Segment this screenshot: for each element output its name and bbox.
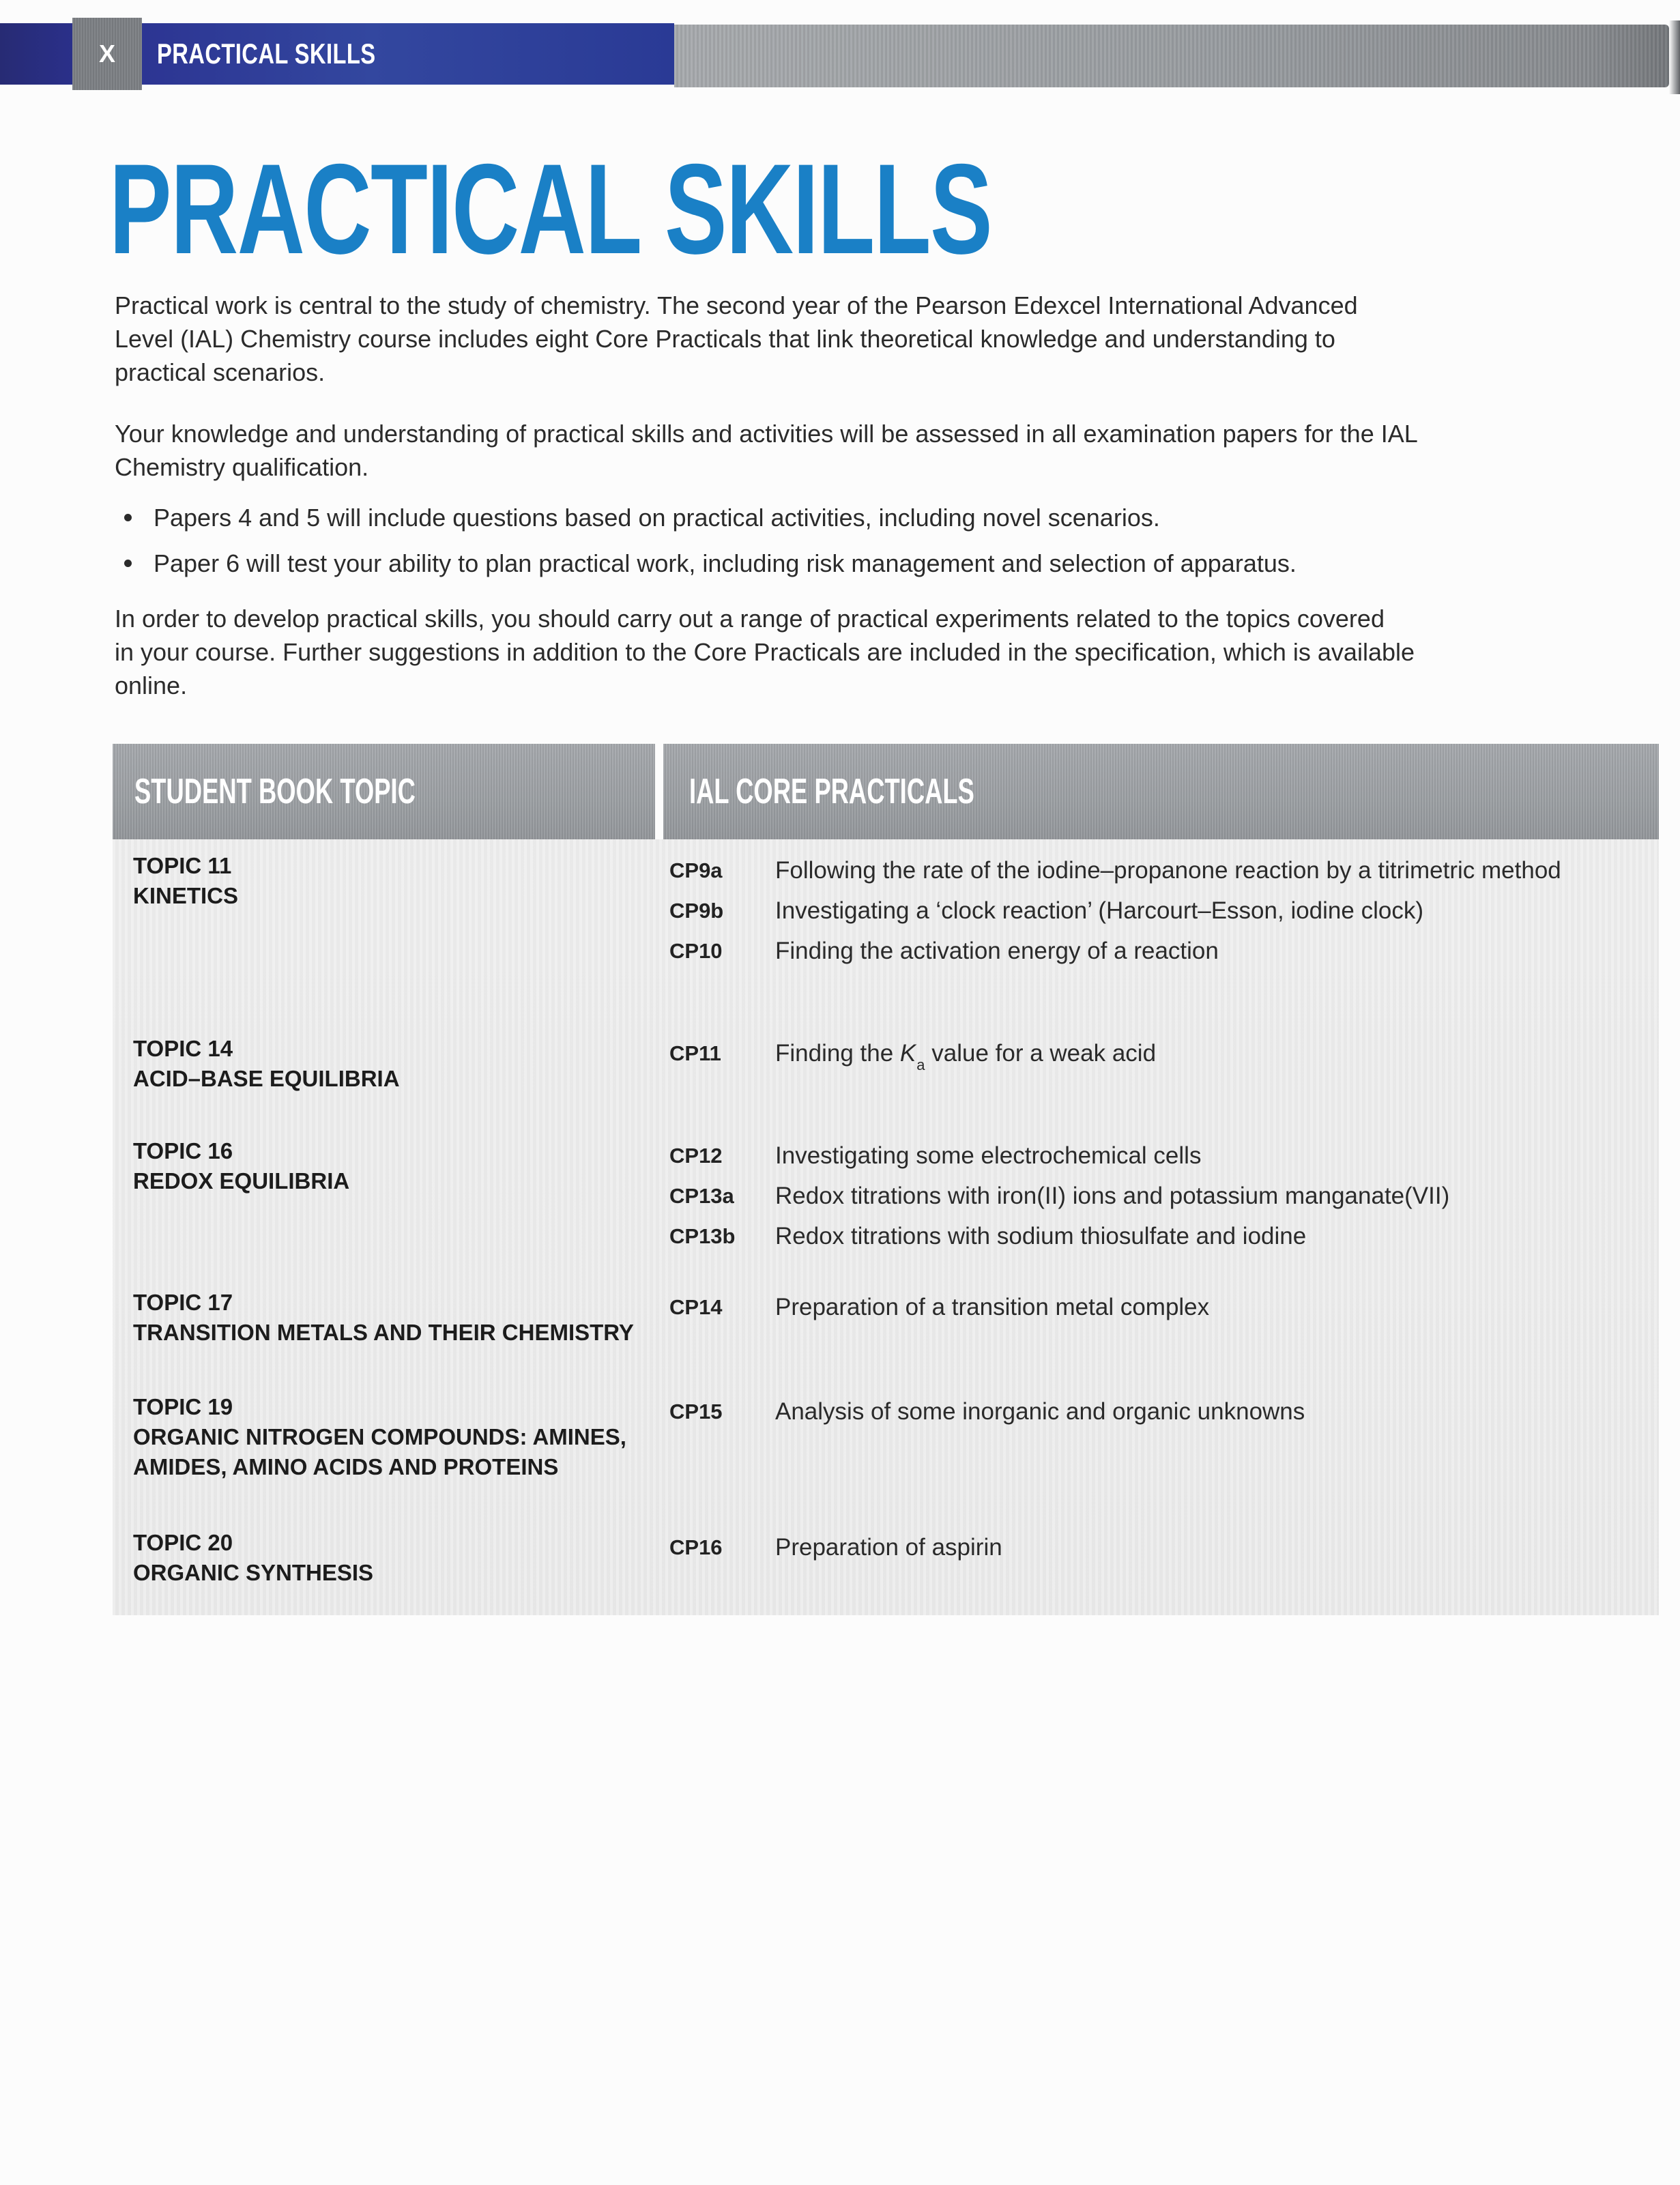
bullet-item: Paper 6 will test your ability to plan practical work, including risk management and selection of apparatus. (115, 547, 1680, 580)
practical-item (669, 854, 1659, 886)
topic-cell: TOPIC 14 ACID–BASE EQUILIBRIA (133, 1036, 400, 1091)
column-header-student-book-topic: STUDENT BOOK TOPIC (113, 744, 655, 839)
intro-paragraph: Practical work is central to the study of chemistry. The second year of the Pearson Edexcel International Advanced Level (IAL) Chemistry course includes eight Core Practicals that link theoretical knowledge and understanding to practical scenarios. (115, 291, 1358, 386)
practical-item (669, 1395, 1659, 1428)
page-number: X (98, 40, 115, 68)
practical-desc: Analysis of some inorganic and organic unknowns (775, 1398, 1305, 1425)
practicals-cell (655, 851, 1659, 975)
table-row (113, 1034, 1659, 1094)
bullet-item: Papers 4 and 5 will include questions based on practical activities, including novel scenarios. (115, 501, 1680, 534)
topic-cell: TOPIC 11 KINETICS (133, 853, 239, 908)
practical-desc: Finding the $K_a$ value for a weak acid (775, 1040, 1157, 1073)
practical-code: CP9b (669, 899, 724, 923)
practicals-cell (655, 1034, 1659, 1094)
table-body (113, 839, 1659, 1615)
topic-cell: TOPIC 17 TRANSITION METALS AND THEIR CHEMISTRY (133, 1290, 634, 1345)
table-row (113, 1392, 1659, 1482)
header-gray-band (674, 25, 1669, 87)
core-practicals-table (113, 744, 1659, 1615)
page-number-box (72, 18, 142, 90)
practical-desc: Preparation of a transition metal complex (775, 1294, 1210, 1320)
scan-edge-shadow (1669, 20, 1680, 94)
practical-item (669, 1291, 1659, 1323)
practical-item (669, 935, 1659, 967)
closing-paragraph: In order to develop practical skills, you should carry out a range of practical experiments related to the topics covered in your course. Further suggestions in addition to the Core Practicals are included in the specification, which is available online. (115, 605, 1415, 699)
practicals-cell (655, 1392, 1659, 1482)
practical-item (669, 1037, 1659, 1072)
column-header-ial-core-practicals: IAL CORE PRACTICALS (663, 744, 1659, 839)
practical-desc: Redox titrations with sodium thiosulfate and iodine (775, 1223, 1307, 1249)
practical-code: CP14 (669, 1295, 723, 1319)
intro-paragraph: Your knowledge and understanding of practical skills and activities will be assessed in all examination papers for the IAL Chemistry qualification. (115, 420, 1418, 481)
practical-item (669, 895, 1659, 927)
practical-desc: Preparation of aspirin (775, 1534, 1002, 1561)
practicals-cell (655, 1288, 1659, 1348)
page-title: PRACTICAL SKILLS (109, 137, 992, 280)
practical-desc: Investigating some electrochemical cells (775, 1142, 1202, 1169)
practical-item (669, 1140, 1659, 1172)
practical-code: CP13b (669, 1224, 736, 1248)
intro-section (115, 289, 1680, 702)
practical-item (669, 1220, 1659, 1252)
practical-code: CP13a (669, 1184, 734, 1208)
practical-code: CP11 (669, 1041, 721, 1065)
practical-code: CP16 (669, 1535, 723, 1559)
practicals-cell (655, 1528, 1659, 1588)
topic-cell: TOPIC 16 REDOX EQUILIBRIA (133, 1138, 350, 1193)
table-row (113, 851, 1659, 975)
practicals-cell (655, 1136, 1659, 1260)
column-divider (655, 744, 663, 839)
topic-cell: TOPIC 20 ORGANIC SYNTHESIS (133, 1530, 374, 1585)
table-header-row (113, 744, 1659, 839)
practical-desc: Following the rate of the iodine–propanone reaction by a titrimetric method (775, 857, 1561, 884)
topic-cell: TOPIC 19 ORGANIC NITROGEN COMPOUNDS: AMINES, AMIDES, AMINO ACIDS AND PROTEINS (133, 1394, 626, 1479)
table-row (113, 1136, 1659, 1260)
header-running-title: PRACTICAL SKILLS (157, 38, 376, 70)
practical-code: CP12 (669, 1144, 723, 1168)
practical-item (669, 1531, 1659, 1563)
practical-item (669, 1180, 1659, 1212)
table-row (113, 1288, 1659, 1348)
practical-desc: Redox titrations with iron(II) ions and potassium manganate(VII) (775, 1183, 1450, 1209)
practical-code: CP10 (669, 939, 723, 963)
table-row (113, 1528, 1659, 1588)
practical-code: CP9a (669, 858, 723, 882)
bullet-list (115, 501, 1680, 580)
practical-desc: Investigating a ‘clock reaction’ (Harcourt–Esson, iodine clock) (775, 897, 1423, 924)
practical-desc: Finding the activation energy of a reaction (775, 938, 1219, 964)
practical-code: CP15 (669, 1400, 723, 1423)
